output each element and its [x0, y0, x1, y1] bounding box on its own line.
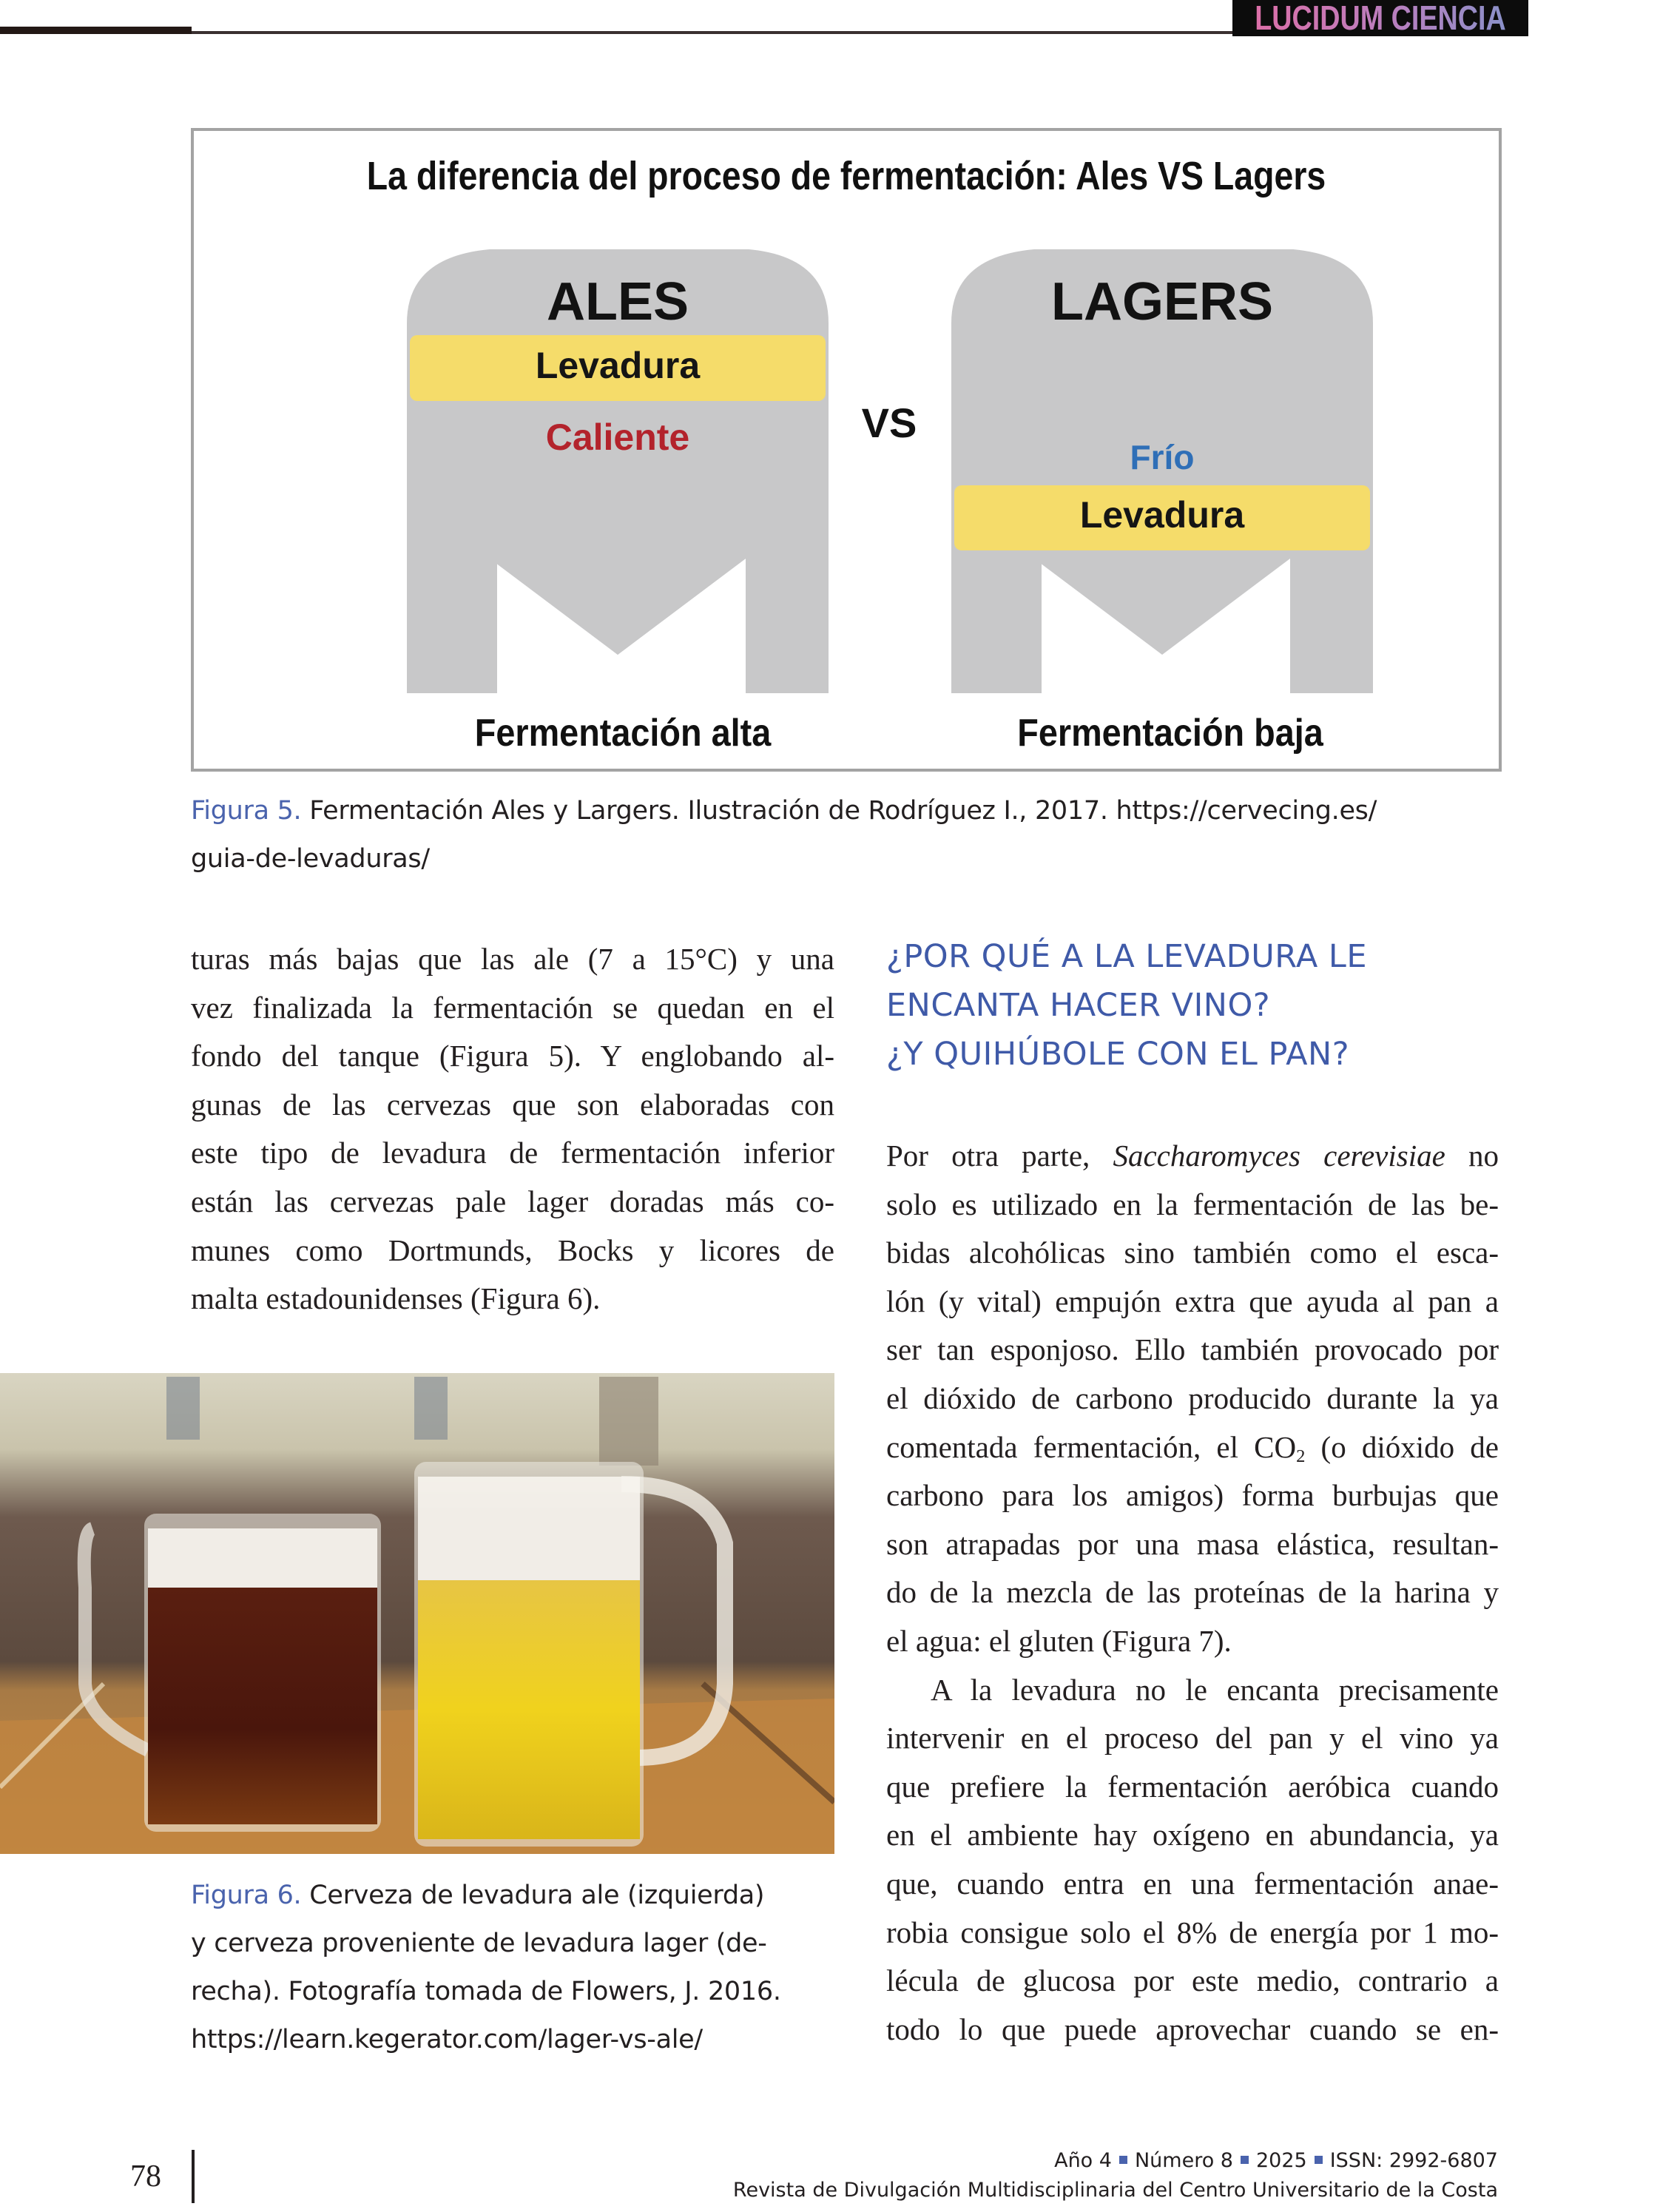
- ales-fermentation-label: Fermentación alta: [474, 712, 772, 755]
- text-line: bidas alcohólicas sino también como el esca-: [886, 1235, 1499, 1270]
- text-line: son atrapadas por una masa elástica, resultan-: [886, 1526, 1499, 1561]
- brand-name: LUCIDUM CIENCIA: [1255, 0, 1506, 37]
- heading-line: ¿POR QUÉ A LA LEVADURA LE: [886, 938, 1368, 975]
- figure-6-caption-text: recha). Fotografía tomada de Flowers, J. 2016.: [191, 1977, 781, 2006]
- header-rule: [192, 31, 1235, 34]
- figure-5-caption: [191, 787, 1508, 883]
- journal-name: Revista de Divulgación Multidisciplinaria del Centro Universitario de la Costa: [732, 2179, 1498, 2202]
- text-line: vez finalizada la fermentación se quedan en el: [191, 990, 834, 1025]
- section-heading: [886, 932, 1500, 1079]
- text-line: intervenir en el proceso del pan y el vino ya: [886, 1721, 1499, 1756]
- text-line: malta estadounidenses (Figura 6).: [191, 1281, 601, 1316]
- text-line: lécula de glucosa por este medio, contrario a: [886, 1963, 1499, 1998]
- text-line: carbono para los amigos) forma burbujas que: [886, 1478, 1499, 1513]
- right-column-body: [886, 1132, 1499, 2054]
- lagers-label: LAGERS: [1050, 272, 1274, 331]
- text-line: fondo del tanque (Figura 5). Y englobando al-: [191, 1039, 834, 1073]
- lagers-yeast-label: Levadura: [1079, 494, 1245, 536]
- text-line: munes como Dortmunds, Bocks y licores de: [191, 1233, 834, 1267]
- page-number: 78: [130, 2159, 161, 2194]
- species-name: Saccharomyces cerevisiae: [1113, 1139, 1445, 1173]
- figure-5-infographic: [191, 128, 1502, 772]
- figure-6-caption-text: y cerveza proveniente de levadura lager (de-: [191, 1929, 767, 1958]
- ales-label: ALES: [546, 272, 689, 331]
- text-line: robia consigue solo el 8% de energía por 1 mo-: [886, 1915, 1499, 1949]
- figure-5-caption-text: Fermentación Ales y Largers. Ilustración de Rodríguez I., 2017. https://cervecing.es/: [309, 796, 1377, 826]
- figure-6-photo: [0, 1373, 834, 1854]
- text-line: do de la mezcla de las proteínas de la harina y: [886, 1575, 1499, 1610]
- text-line: comentada fermentación, el $CO_2$ (o dióxido de: [886, 1429, 1499, 1466]
- text-line: que, cuando entra en una fermentación anae-: [886, 1866, 1499, 1901]
- heading-line: ENCANTA HACER VINO?: [886, 987, 1271, 1024]
- text-line: todo lo que puede aprovechar cuando se en-: [886, 2012, 1499, 2046]
- text-line: el agua: el gluten (Figura 7).: [886, 1623, 1232, 1658]
- lagers-temperature-label: Frío: [1130, 438, 1195, 476]
- issue-info: Año 4 Número 8 2025 ISSN: 2992-6807: [1054, 2149, 1498, 2172]
- figure-6-caption-text: https://learn.kegerator.com/lager-vs-ale/: [191, 2025, 703, 2054]
- text-line: que prefiere la fermentación aeróbica cuando: [886, 1769, 1499, 1804]
- text-line: solo es utilizado en la fermentación de las be-: [886, 1187, 1499, 1221]
- ales-temperature-label: Caliente: [545, 417, 690, 458]
- ales-yeast-label: Levadura: [535, 345, 701, 386]
- figure-5-caption-label: Figura 5.: [191, 796, 302, 826]
- text-line: A la levadura no le encanta precisamente: [931, 1672, 1499, 1707]
- text-line: ser tan esponjoso. Ello también provocado por: [886, 1332, 1499, 1367]
- brand-banner: [1232, 0, 1528, 36]
- beer-mugs-image: [0, 1373, 834, 1854]
- text-line: están las cervezas pale lager doradas más co-: [191, 1184, 834, 1218]
- figure-5-title: La diferencia del proceso de fermentación: Ales VS Lagers: [366, 154, 1326, 198]
- lagers-fermentation-label: Fermentación baja: [1017, 712, 1323, 755]
- text-line: gunas de las cervezas que son elaboradas con: [191, 1087, 834, 1122]
- text-line: Por otra parte, Saccharomyces cerevisiae no: [886, 1139, 1499, 1173]
- figure-6-caption-label: Figura 6.: [191, 1881, 302, 1910]
- left-column-paragraph: [191, 935, 834, 1324]
- text-line: lón (y vital) empujón extra que ayuda al pan a: [886, 1284, 1499, 1318]
- heading-line: ¿Y QUIHÚBOLE CON EL PAN?: [886, 1036, 1350, 1073]
- header-rule-thick: [0, 27, 192, 34]
- text-line: el dióxido de carbono producido durante la ya: [886, 1380, 1499, 1415]
- square-bullet-icon: [1315, 2156, 1323, 2164]
- vs-label: VS: [861, 399, 917, 446]
- figure-6-caption-text: Cerveza de levadura ale (izquierda): [309, 1881, 765, 1910]
- square-bullet-icon: [1119, 2156, 1127, 2164]
- text-line: en el ambiente hay oxígeno en abundancia, ya: [886, 1818, 1499, 1852]
- square-bullet-icon: [1241, 2156, 1249, 2164]
- footer-divider: [192, 2150, 195, 2203]
- figure-6-caption: [191, 1872, 842, 2064]
- text-line: este tipo de levadura de fermentación inferior: [191, 1136, 834, 1170]
- text-line: turas más bajas que las ale (7 a 15°C) y una: [191, 942, 834, 976]
- figure-5-caption-text-cont: guia-de-levaduras/: [191, 844, 430, 874]
